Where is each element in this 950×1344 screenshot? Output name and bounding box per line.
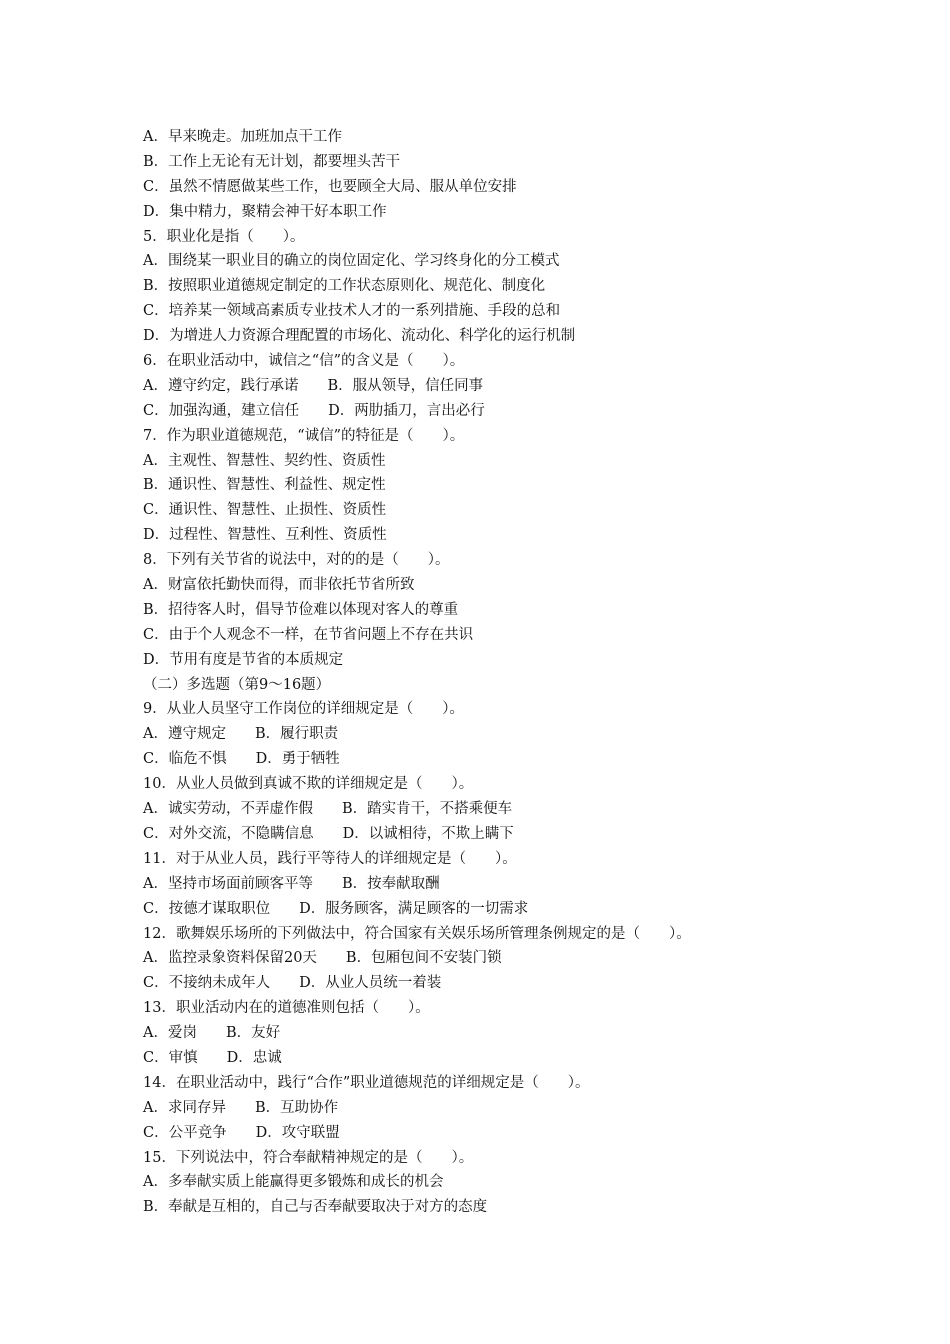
- question-stem: 12．歌舞娱乐场所的下列做法中，符合国家有关娱乐场所管理条例规定的是（ ）。: [143, 925, 691, 942]
- text-line: A．爱岗 B．友好: [143, 1025, 281, 1042]
- text-line: B．奉献是互相的，自己与否奉献要取决于对方的态度: [143, 1199, 488, 1216]
- text-line: C．加强沟通，建立信任 D．两肋插刀，言出必行: [143, 402, 485, 419]
- text-line: D．为增进人力资源合理配置的市场化、流动化、科学化的运行机制: [143, 328, 576, 345]
- question-stem: 6．在职业活动中，诚信之“信”的含义是（ ）。: [143, 353, 465, 370]
- question-stem: 9．从业人员坚守工作岗位的详细规定是（ ）。: [143, 701, 464, 718]
- question-stem: 7．作为职业道德规范，“诚信”的特征是（ ）。: [143, 427, 465, 444]
- text-line: A．求同存异 B．互助协作: [143, 1099, 339, 1116]
- text-line: C．临危不惧 D．勇于牺牲: [143, 751, 340, 768]
- text-line: C．公平竞争 D．攻守联盟: [143, 1124, 340, 1141]
- text-line: C．对外交流，不隐瞒信息 D．以诚相待，不欺上瞒下: [143, 825, 514, 842]
- text-line: C．虽然不情愿做某些工作，也要顾全大局、服从单位安排: [143, 178, 517, 195]
- question-stem: 10．从业人员做到真诚不欺的详细规定是（ ）。: [143, 776, 474, 793]
- text-line: B．通识性、智慧性、利益性、规定性: [143, 477, 386, 494]
- text-line: C．不接纳未成年人 D．从业人员统一着装: [143, 975, 442, 992]
- text-line: D．集中精力，聚精会神干好本职工作: [143, 203, 387, 220]
- text-line: C．通识性、智慧性、止损性、资质性: [143, 502, 387, 519]
- text-line: C．培养某一领域高素质专业技术人才的一系列措施、手段的总和: [143, 303, 561, 320]
- question-list: [143, 125, 843, 1220]
- text-line: A．遵守约定，践行承诺 B．服从领导，信任同事: [143, 377, 484, 394]
- text-line: A．早来晚走。加班加点干工作: [143, 129, 342, 145]
- text-line: D．节用有度是节省的本质规定: [143, 651, 344, 668]
- question-stem: 14．在职业活动中，践行“合作”职业道德规范的详细规定是（ ）。: [143, 1074, 590, 1091]
- text-line: D．过程性、智慧性、互利性、资质性: [143, 527, 387, 544]
- text-line: C．由于个人观念不一样，在节省问题上不存在共识: [143, 626, 474, 643]
- question-stem: 5．职业化是指（ ）。: [143, 228, 305, 245]
- question-stem: 8．下列有关节省的说法中，对的的是（ ）。: [143, 552, 450, 569]
- text-line: A．主观性、智慧性、契约性、资质性: [143, 452, 386, 469]
- text-line: A．多奉献实质上能赢得更多锻炼和成长的机会: [143, 1174, 444, 1191]
- text-line: B．按照职业道德规定制定的工作状态原则化、规范化、制度化: [143, 278, 546, 295]
- question-stem: 11．对于从业人员，践行平等待人的详细规定是（ ）。: [143, 850, 517, 867]
- question-stem: 13．职业活动内在的道德准则包括（ ）。: [143, 1000, 430, 1017]
- text-line: B．招待客人时，倡导节俭难以体现对客人的尊重: [143, 601, 459, 618]
- section-heading: （二）多选题（第9～16题）: [143, 676, 331, 693]
- text-line: B．工作上无论有无计划，都要埋头苦干: [143, 153, 401, 170]
- text-line: A．遵守规定 B．履行职责: [143, 726, 339, 743]
- text-line: A．坚持市场面前顾客平等 B．按奉献取酬: [143, 875, 440, 892]
- text-line: C．按德才谋取职位 D．服务顾客，满足顾客的一切需求: [143, 900, 529, 917]
- text-line: A．围绕某一职业目的确立的岗位固定化、学习终身化的分工模式: [143, 253, 560, 270]
- text-line: C．审慎 D．忠诚: [143, 1049, 282, 1066]
- text-line: A．监控录象资料保留20天 B．包厢包间不安装门锁: [143, 950, 502, 967]
- text-line: A．财富依托勤快而得，而非依托节省所致: [143, 577, 415, 594]
- text-line: A．诚实劳动，不弄虚作假 B．踏实肯干，不搭乘便车: [143, 801, 513, 818]
- question-stem: 15．下列说法中，符合奉献精神规定的是（ ）。: [143, 1149, 474, 1166]
